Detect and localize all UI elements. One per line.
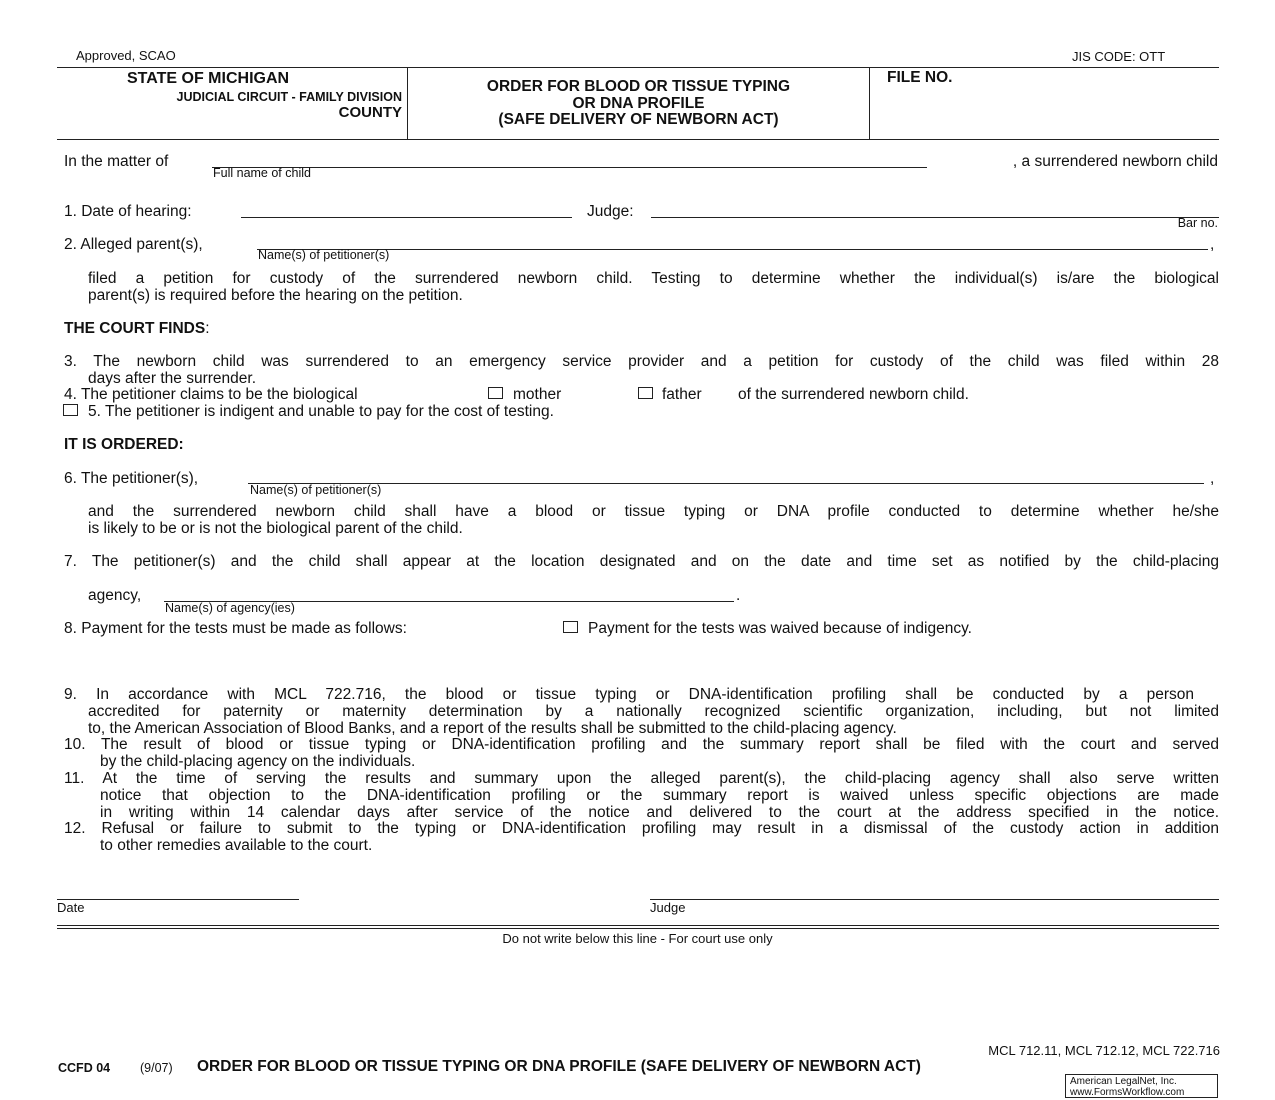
court-use-rule-2 bbox=[57, 928, 1219, 929]
agency-label: agency, bbox=[88, 587, 142, 604]
petitioners-caption: Name(s) of petitioner(s) bbox=[250, 483, 382, 497]
date-signature-field[interactable] bbox=[57, 899, 299, 900]
publisher-name: American LegalNet, Inc. bbox=[1070, 1076, 1177, 1087]
ordered-heading: IT IS ORDERED: bbox=[64, 436, 184, 453]
item12-line-1: 12. Refusal or failure to submit to the typing or DNA-identification profiling may result in a dismissal of the custody action in addition bbox=[64, 820, 1219, 837]
hearing-date-label: 1. Date of hearing: bbox=[64, 203, 192, 220]
state-name: STATE OF MICHIGAN bbox=[127, 70, 290, 87]
court-division: JUDICIAL CIRCUIT - FAMILY DIVISION bbox=[176, 90, 402, 104]
matter-prefix: In the matter of bbox=[64, 153, 169, 170]
court-finds-heading bbox=[64, 320, 210, 338]
item2-line-2: parent(s) is required before the hearing on the petition. bbox=[88, 287, 463, 304]
publisher-url: www.FormsWorkflow.com bbox=[1070, 1087, 1185, 1098]
item5-text: 5. The petitioner is indigent and unable to pay for the cost of testing. bbox=[88, 403, 554, 420]
indigent-checkbox[interactable] bbox=[63, 404, 78, 416]
judge-field[interactable] bbox=[651, 217, 1219, 218]
court-finds-colon: : bbox=[205, 320, 210, 337]
item6-line-2: is likely to be or is not the biological parent of the child. bbox=[88, 520, 463, 537]
item8-text: 8. Payment for the tests must be made as follows: bbox=[64, 620, 407, 637]
item3-line-1: 3. The newborn child was surrendered to an emergency service provider and a petition for custody of the child was filed within 28 bbox=[64, 353, 1219, 370]
item7-line-1: 7. The petitioner(s) and the child shall appear at the location designated and on the date and time set as notified by the child-placing bbox=[64, 553, 1219, 570]
jis-code: JIS CODE: OTT bbox=[1072, 49, 1166, 64]
mother-label: mother bbox=[513, 386, 562, 403]
item9-line-1: 9. In accordance with MCL 722.716, the blood or tissue typing or DNA-identification profiling shall be conducted by a person bbox=[64, 686, 1194, 703]
item11-line-3: in writing within 14 calendar days after service of the notice and delivered to the court at the address specified in the notice. bbox=[100, 804, 1219, 821]
item2-line-1: filed a petition for custody of the surrendered newborn child. Testing to determine whether the individual(s) is/are the biological bbox=[88, 270, 1219, 287]
item11-line-1: 11. At the time of serving the results and summary upon the alleged parent(s), the child-placing agency shall also serve written bbox=[64, 770, 1219, 787]
father-checkbox[interactable] bbox=[638, 387, 653, 399]
file-no-label: FILE NO. bbox=[887, 69, 953, 86]
payment-waived-label: Payment for the tests was waived because of indigency. bbox=[588, 620, 972, 637]
item9-line-2: accredited for paternity or maternity determination by a nationally recognized scientific organization, including, but not limited bbox=[88, 703, 1219, 720]
item12-line-2: to other remedies available to the court. bbox=[100, 837, 373, 854]
item11-line-2: notice that objection to the DNA-identification profiling or the summary report is waived unless specific objections are made bbox=[100, 787, 1219, 804]
form-code: CCFD 04 bbox=[58, 1061, 111, 1075]
agency-period: . bbox=[736, 587, 741, 604]
form-title bbox=[408, 79, 869, 129]
header-bottom-rule bbox=[57, 139, 1219, 140]
item4-suffix: of the surrendered newborn child. bbox=[738, 386, 969, 403]
publisher-box bbox=[1065, 1074, 1218, 1098]
date-caption: Date bbox=[57, 900, 85, 915]
form-date: (9/07) bbox=[140, 1061, 173, 1075]
hearing-date-field[interactable] bbox=[241, 217, 572, 218]
form-title-line-2: OR DNA PROFILE bbox=[572, 94, 705, 112]
county-label: COUNTY bbox=[338, 104, 402, 121]
bar-no-caption: Bar no. bbox=[1177, 216, 1218, 230]
child-name-caption: Full name of child bbox=[213, 166, 311, 180]
item3-line-2: days after the surrender. bbox=[88, 370, 257, 387]
form-title-line-1: ORDER FOR BLOOD OR TISSUE TYPING bbox=[486, 78, 791, 95]
court-use-rule-1 bbox=[57, 925, 1219, 926]
alleged-parents-comma: , bbox=[1210, 236, 1215, 253]
form-title-line-3: (SAFE DELIVERY OF NEWBORN ACT) bbox=[498, 111, 779, 128]
approved-scao: Approved, SCAO bbox=[76, 48, 176, 63]
petitioners-field[interactable] bbox=[248, 483, 1204, 484]
item4-text: 4. The petitioner claims to be the biological bbox=[64, 386, 358, 403]
child-name-field[interactable] bbox=[212, 167, 927, 168]
item10-line-2: by the child-placing agency on the individuals. bbox=[100, 753, 416, 770]
court-use-note: Do not write below this line - For court use only bbox=[502, 931, 773, 946]
petitioners-label: 6. The petitioner(s), bbox=[64, 470, 199, 487]
alleged-parents-field[interactable] bbox=[257, 249, 1208, 250]
father-label: father bbox=[662, 386, 702, 403]
item10-line-1: 10. The result of blood or tissue typing or DNA-identification profiling and the summary report shall be filed with the court and served bbox=[64, 736, 1219, 753]
agency-caption: Name(s) of agency(ies) bbox=[165, 601, 295, 615]
footer-form-title: ORDER FOR BLOOD OR TISSUE TYPING OR DNA PROFILE (SAFE DELIVERY OF NEWBORN ACT) bbox=[197, 1058, 921, 1075]
item9-line-3: to, the American Association of Blood Banks, and a report of the results shall be submitted to the child-placing agency. bbox=[88, 720, 897, 737]
court-finds-text: THE COURT FINDS bbox=[64, 320, 206, 337]
header-divider-2 bbox=[869, 67, 870, 139]
alleged-parents-label: 2. Alleged parent(s), bbox=[64, 236, 203, 253]
mother-checkbox[interactable] bbox=[488, 387, 503, 399]
matter-suffix: , a surrendered newborn child bbox=[1012, 153, 1218, 170]
judge-label: Judge: bbox=[587, 203, 634, 220]
payment-waived-checkbox[interactable] bbox=[563, 621, 578, 633]
header-top-rule bbox=[57, 67, 1219, 68]
mcl-references: MCL 712.11, MCL 712.12, MCL 722.716 bbox=[988, 1043, 1220, 1058]
item6-line-1: and the surrendered newborn child shall have a blood or tissue typing or DNA profile conducted to determine whether he/she bbox=[88, 503, 1219, 520]
judge-signature-caption: Judge bbox=[650, 900, 686, 915]
judge-signature-field[interactable] bbox=[650, 899, 1219, 900]
petitioner-name-caption: Name(s) of petitioner(s) bbox=[258, 248, 390, 262]
petitioners-comma: , bbox=[1210, 470, 1215, 487]
